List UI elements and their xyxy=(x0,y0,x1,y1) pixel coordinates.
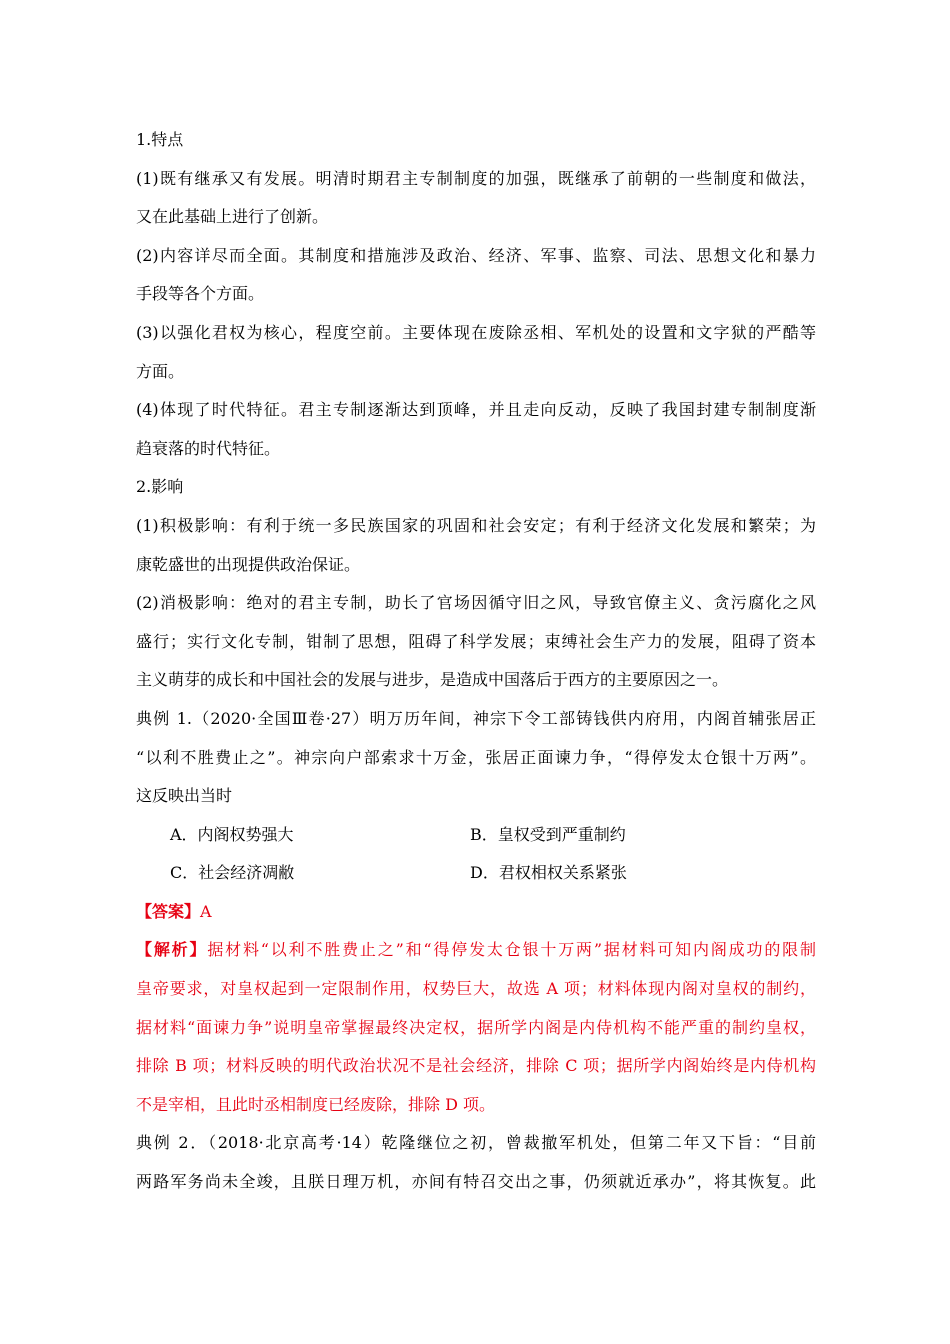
section-heading-impact: 2.影响 xyxy=(136,477,184,497)
analysis-line-5: 不是宰相，且此时丞相制度已经废除，排除 D 项。 xyxy=(136,1094,496,1114)
answer-value: A xyxy=(200,901,212,921)
example1-question-line-3: 这反映出当时 xyxy=(136,786,233,806)
feature-2-line-2: 手段等各个方面。 xyxy=(136,284,265,304)
feature-4-line-1: (4)体现了时代特征。君主专制逐渐达到顶峰，并且走向反动，反映了我国封建专制制度渐 xyxy=(136,400,816,420)
feature-1-line-2: 又在此基础上进行了创新。 xyxy=(136,207,329,227)
example1-options-row-1 xyxy=(136,816,816,855)
impact-1-line-2: 康乾盛世的出现提供政治保证。 xyxy=(136,554,361,574)
analysis-line-1 xyxy=(136,931,816,970)
feature-2-line-1: (2)内容详尽而全面。其制度和措施涉及政治、经济、军事、监察、司法、思想文化和暴力 xyxy=(136,245,816,265)
option-c: C．社会经济凋敝 xyxy=(170,863,295,883)
example1-question-line-1: 典例 1.（2020·全国Ⅲ卷·27）明万历年间，神宗下令工部铸钱供内府用，内阁首辅张居正 xyxy=(136,708,816,728)
answer-line xyxy=(136,893,816,932)
impact-2-line-2: 盛行；实行文化专制，钳制了思想，阻碍了科学发展；束缚社会生产力的发展，阻碍了资本 xyxy=(136,631,816,651)
analysis-label: 【解析】 xyxy=(136,940,208,960)
impact-2-line-1: (2)消极影响：绝对的君主专制，助长了官场因循守旧之风，导致官僚主义、贪污腐化之风 xyxy=(136,593,816,613)
option-d: D．君权相权关系紧张 xyxy=(470,863,627,883)
analysis-text-1: 据材料“以利不胜费止之”和“得停发太仓银十万两”据材料可知内阁成功的限制 xyxy=(207,940,816,960)
example2-question-line-1: 典例 2．（2018·北京高考·14）乾隆继位之初，曾裁撤军机处，但第二年又下旨：“目前 xyxy=(136,1133,816,1153)
analysis-line-3: 据材料“面谏力争”说明皇帝掌握最终决定权，据所学内阁是内侍机构不能严重的制约皇权， xyxy=(136,1017,816,1037)
document-body xyxy=(136,121,816,1202)
example2-question-line-2: 两路军务尚未全竣，且朕日理万机，亦间有特召交出之事，仍须就近承办”，将其恢复。此 xyxy=(136,1172,816,1192)
impact-2-line-3: 主义萌芽的成长和中国社会的发展与进步，是造成中国落后于西方的主要原因之一。 xyxy=(136,670,729,690)
answer-label: 【答案】 xyxy=(136,901,201,921)
option-b: B．皇权受到严重制约 xyxy=(470,824,626,844)
feature-3-line-1: (3)以强化君权为核心，程度空前。主要体现在废除丞相、军机处的设置和文字狱的严酷等 xyxy=(136,322,816,342)
analysis-line-2: 皇帝要求，对皇权起到一定限制作用，权势巨大，故选 A 项；材料体现内阁对皇权的制约， xyxy=(136,979,816,999)
feature-4-line-2: 趋衰落的时代特征。 xyxy=(136,438,281,458)
analysis-line-4: 排除 B 项；材料反映的明代政治状况不是社会经济，排除 C 项；据所学内阁始终是内侍机构 xyxy=(136,1056,816,1076)
example1-question-line-2: “以利不胜费止之”。神宗向户部索求十万金，张居正面谏力争，“得停发太仓银十万两”。 xyxy=(136,747,816,767)
feature-3-line-2: 方面。 xyxy=(136,361,185,381)
impact-1-line-1: (1)积极影响：有利于统一多民族国家的巩固和社会安定；有利于经济文化发展和繁荣；为 xyxy=(136,515,816,535)
option-a: A．内阁权势强大 xyxy=(170,824,294,844)
feature-1-line-1: (1)既有继承又有发展。明清时期君主专制制度的加强，既继承了前朝的一些制度和做法， xyxy=(136,168,816,188)
section-heading-features: 1.特点 xyxy=(136,130,184,149)
example1-options-row-2 xyxy=(136,854,816,893)
